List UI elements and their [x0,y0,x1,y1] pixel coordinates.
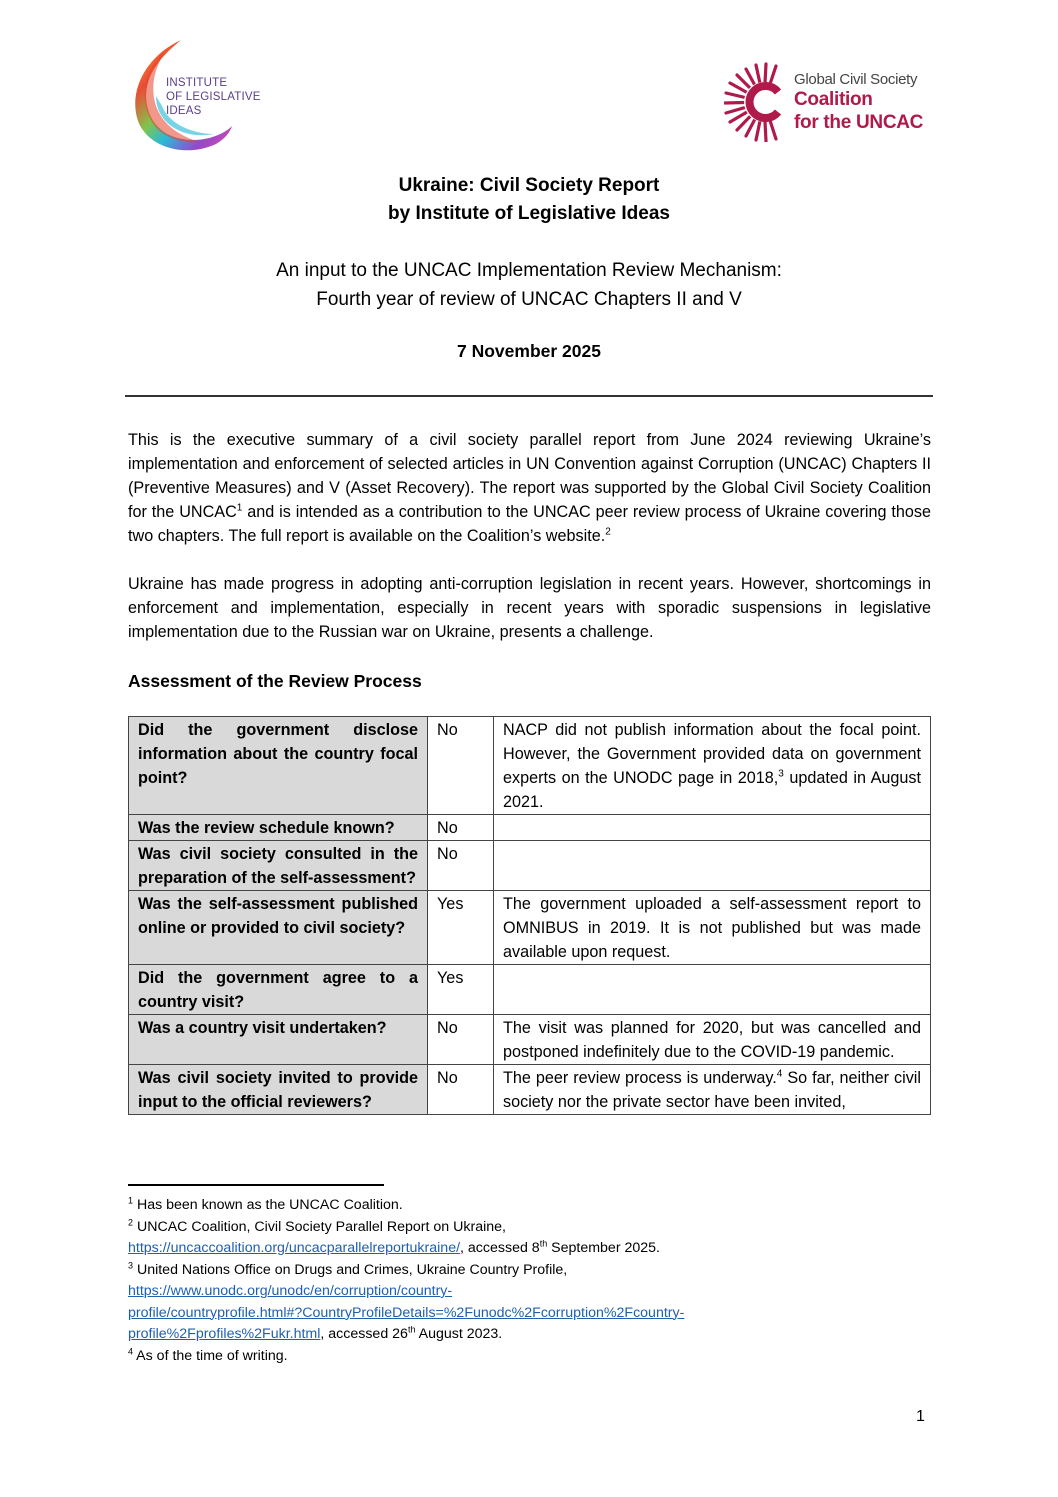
question-cell: Was civil society consulted in the preparation of the self-assessment? [129,841,428,891]
logo-line-global-civil-society: Global Civil Society [794,71,918,88]
footnote-2 [128,1217,928,1260]
report-subtitle-line2: Fourth year of review of UNCAC Chapters II and V [316,289,742,310]
intro-paragraph [128,428,931,548]
comment-cell [494,815,931,841]
logo-line-coalition: Coalition [794,89,873,110]
footnote-text: , accessed 26 [320,1326,408,1342]
review-process-table [128,716,931,1115]
question-cell: Was the review schedule known? [129,815,428,841]
title-divider [125,395,933,397]
footnote-1 [128,1195,928,1217]
answer-cell: No [428,1015,494,1065]
question-cell: Was the self-assessment published online or provided to civil society? [129,891,428,965]
intro-text: and is intended as a contribution to the UNCAC peer review process of Ukraine covering those two chapters. The full report is available on the Coalition’s website. [128,503,931,545]
comment-text: So far, neither civil society nor the private sector have been invited, [503,1069,921,1111]
comment-cell [494,1065,931,1115]
question-cell: Did the government disclose information about the country focal point? [129,717,428,815]
answer-cell: No [428,815,494,841]
footnote-number: 4 [128,1345,134,1356]
footnote-4 [128,1346,928,1368]
table-row [129,717,931,815]
question-cell: Was civil society invited to provide input to the official reviewers? [129,1065,428,1115]
comment-text: NACP did not publish information about the focal point. However, the Government provided data on government experts on the UNODC page in 2018, [503,721,921,787]
ordinal-suffix: th [407,1324,416,1335]
logo-text-line: INSTITUTE [166,77,228,89]
footnote-text: , accessed 8 [460,1240,540,1256]
comment-cell [494,717,931,815]
table-row [129,1015,931,1065]
logo-line-for-the-uncac: for the UNCAC [794,112,924,133]
progress-paragraph: Ukraine has made progress in adopting anti-corruption legislation in recent years. However, shortcomings in enforcement and implementation, especially in recent years with sporadic suspensions in legislative implementation due to the Russian war on Ukraine, presents a challenge. [128,575,931,641]
comment-text: updated in August 2021. [503,769,921,811]
comment-cell [494,841,931,891]
logo-text-line: OF LEGISLATIVE [166,91,261,103]
footnotes [128,1195,928,1367]
footnote-text: Has been known as the UNCAC Coalition. [133,1197,403,1213]
comment-cell: The visit was planned for 2020, but was cancelled and postponed indefinitely due to the COVID-19 pandemic. [494,1015,931,1065]
section-heading: Assessment of the Review Process [128,671,422,691]
footnote-text: August 2023. [415,1326,503,1342]
uncac-report-link[interactable]: https://uncaccoalition.org/uncacparallelreportukraine/ [128,1240,461,1256]
report-author: by Institute of Legislative Ideas [388,203,670,224]
answer-cell: Yes [428,891,494,965]
footnote-text: As of the time of writing. [133,1347,288,1364]
table-row [129,965,931,1015]
page-number: 1 [916,1408,925,1425]
footnote-ref-4[interactable]: 4 [776,1068,783,1080]
footnote-text: September 2025. [547,1240,660,1256]
uncac-coalition-logo [724,62,939,142]
answer-cell: No [428,717,494,815]
logo-text-line: IDEAS [166,105,202,117]
comment-text: The peer review process is underway. [503,1069,777,1087]
ordinal-suffix: th [539,1238,548,1249]
table-row [129,891,931,965]
intro-text: This is the executive summary of a civil society parallel report from June 2024 reviewing Ukraine’s implementation and enforcement of selected articles in UN Convention against Corruption (UNCAC) Chapters II (Preventive Measures) and V (Asset Recovery). The report was supported by the Global Civil Society Coalition for the UNCAC [128,431,931,521]
institute-logo [126,36,261,156]
question-cell: Was a country visit undertaken? [129,1015,428,1065]
table-row [129,1065,931,1115]
comment-cell: The government uploaded a self-assessment report to OMNIBUS in 2019. It is not published but was made available upon request. [494,891,931,965]
institute-logo-text [166,76,261,118]
link-text[interactable]: profile/countryprofile.html#?CountryProfileDetails=%2Funodc%2Fcorruption%2Fcountry- [128,1304,685,1321]
report-date: 7 November 2025 [457,341,601,361]
comment-cell [494,965,931,1015]
footnote-separator [128,1184,384,1186]
footnote-3 [128,1260,928,1346]
footnote-number: 3 [128,1259,134,1270]
footnote-ref-3[interactable]: 3 [778,768,784,780]
footnote-number: 1 [128,1195,134,1206]
answer-cell: No [428,1065,494,1115]
footnote-ref-2[interactable]: 2 [605,526,611,538]
report-subtitle-line1: An input to the UNCAC Implementation Review Mechanism: [276,260,782,281]
table-row [129,841,931,891]
footnote-text: UNCAC Coalition, Civil Society Parallel Report on Ukraine, [133,1218,506,1235]
answer-cell: Yes [428,965,494,1015]
footnote-ref-1[interactable]: 1 [236,502,243,514]
footnote-number: 2 [128,1216,134,1227]
sunburst-c-icon [724,62,790,142]
link-text[interactable]: profile%2Fprofiles%2Fukr.html [128,1326,321,1342]
footnote-text: United Nations Office on Drugs and Crimes, Ukraine Country Profile, [133,1261,568,1278]
answer-cell: No [428,841,494,891]
link-text[interactable]: https://www.unodc.org/unodc/en/corruption/country- [128,1283,453,1299]
report-title: Ukraine: Civil Society Report [398,175,660,196]
table-row [129,815,931,841]
question-cell: Did the government agree to a country visit? [129,965,428,1015]
